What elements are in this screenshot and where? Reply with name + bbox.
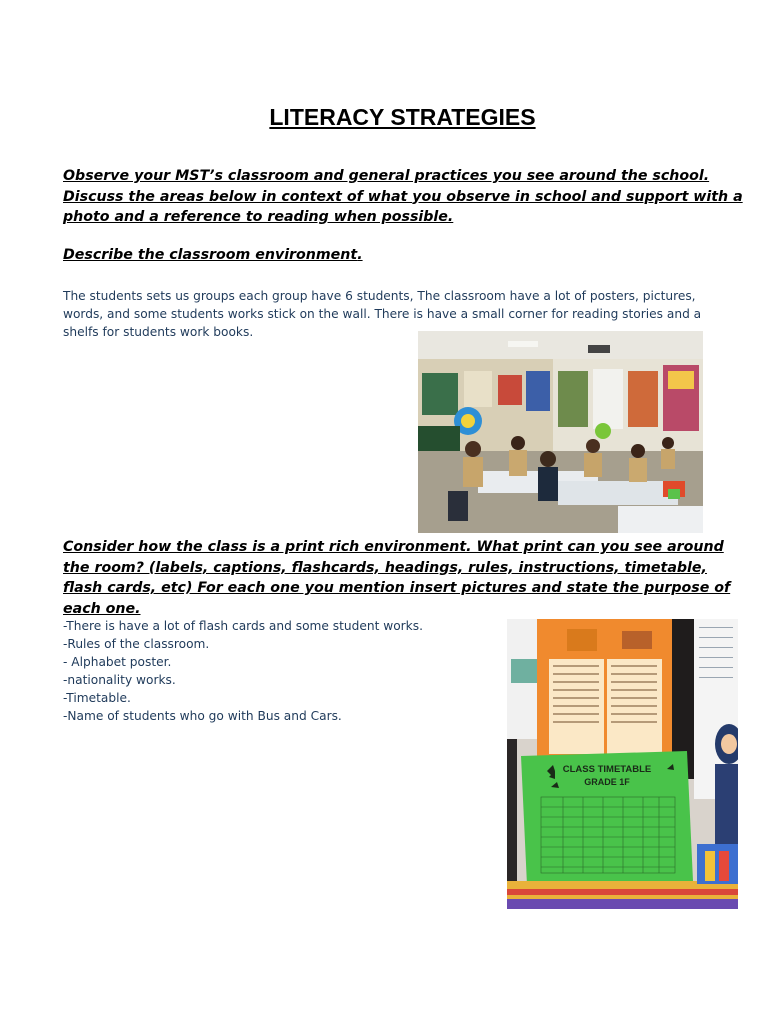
list-item: -Timetable. [63,691,131,705]
page-title: LITERACY STRATEGIES [269,104,536,130]
section1-heading-suffix: . [357,247,363,263]
section1-body: The students sets us groups each group have 6 students, The classroom have a lot of posters, pictures, words, and some students works stick on the wall. There is have a small corner for reading stories and a shelfs for students work books. [63,289,702,339]
section1-heading-text: Describe the classroom environment [63,247,358,263]
section2-heading: Consider how the class is a print rich environment. What print can you see around the room? (labels, captions, flashcards, headings, rules, instructions, timetable, flash cards, etc) For each one you mention insert pictures and state the purpose of each one. [63,539,731,617]
timetable-title: CLASS TIMETABLE [562,764,652,775]
print-items-list [63,617,493,725]
list-item: -There is have a lot of flash cards and some student works. [63,619,423,633]
list-item: -Name of students who go with Bus and Cars. [63,709,342,723]
intro-prompt: Observe your MST’s classroom and general practices you see around the school. Discuss the areas below in context of what you observe in school and support with a photo and a reference to reading when possible. [63,168,743,225]
list-item: - Alphabet poster. [63,655,172,669]
classroom-photo [418,331,703,533]
timetable-photo [507,619,738,909]
list-item: -Rules of the classroom. [63,637,210,651]
timetable-subtitle: GRADE 1F [584,777,630,787]
list-item: -nationality works. [63,673,176,687]
section1-heading [63,245,743,266]
